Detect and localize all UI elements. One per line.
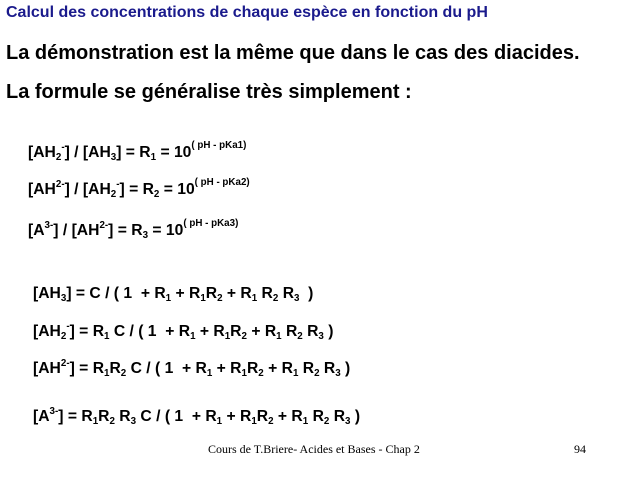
slide-title: Calcul des concentrations de chaque espèce en fonction du pH — [6, 4, 488, 21]
ratio-equation-2: $[AH^{2-}] / [AH_2^-] = R_2 = 10^{( pH - pKa2)}$ — [28, 177, 250, 200]
intro-line-1: La démonstration est la même que dans le cas des diacides. — [6, 42, 580, 64]
ratio-equation-1: $[AH_2^-] / [AH_3] = R_1 = 10^{( pH - pKa1)}$ — [28, 140, 247, 163]
footer-course: Cours de T.Briere- Acides et Bases - Chap 2 — [208, 442, 420, 456]
intro-line-2: La formule se généralise très simplement : — [6, 81, 412, 103]
ratio-equation-3: $[A^{3-}] / [AH^{2-}] = R_3 = 10^{( pH - pKa3)}$ — [28, 218, 239, 241]
concentration-equation-2: $[AH_2^-] = R_1$ C / ( $1 + R_1 + R_1R_2 + R_1$ $R_2$ $R_3$ ) — [33, 321, 334, 342]
concentration-equation-3: $[AH^{2-}] = R_1R_2$ C / ( $1 + R_1 + R_1R_2 + R_1$ $R_2$ $R_3$ ) — [33, 358, 351, 379]
page-number: 94 — [574, 442, 586, 456]
concentration-equation-4: $[A^{3-}] = R_1R_2$ $R_3$ C / ( $1 + R_1 + R_1R_2 + R_1$ $R_2$ $R_3$ ) — [33, 406, 361, 427]
concentration-equation-1: $[AH_3] = C$ / ( $1 + R_1 + R_1R_2 + R_1$ $R_2$ $R_3$ ) — [33, 285, 314, 304]
